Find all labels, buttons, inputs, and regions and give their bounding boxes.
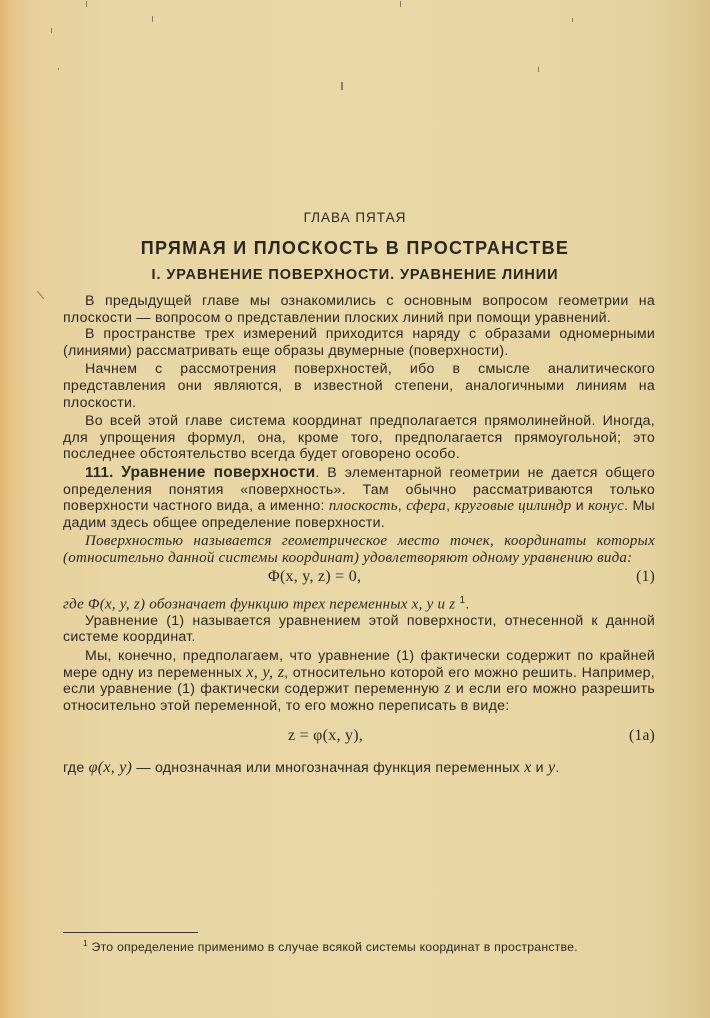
paragraph: В пространстве трех измерений приходится наряду с образами одномерными (линиями) рассматривать еще образы двумерные (поверхности).	[63, 326, 655, 359]
equation-number: (1a)	[629, 727, 655, 745]
paragraph-text: . Мы дадим здесь общее определение поверхности.	[63, 498, 656, 531]
chapter-title: ПРЯМАЯ И ПЛОСКОСТЬ В ПРОСТРАНСТВЕ	[140, 238, 570, 258]
variable: z	[444, 680, 451, 698]
equation-expression: Φ(x, y, z) = 0,	[268, 567, 362, 585]
paragraph: Начнем с рассмотрения поверхностей, ибо в смысле аналитического представления они являются, в известной степени, аналогичными линиям на плоскости.	[63, 361, 655, 411]
separator: ,	[397, 498, 407, 515]
separator: и	[571, 498, 589, 515]
paragraph: В предыдущей главе мы ознакомились с основным вопросом геометрии на плоскости — вопросом о представлении плоских линий при помощи уравнений.	[63, 293, 655, 326]
term: конус	[588, 498, 625, 515]
equation-number: (1)	[636, 567, 655, 585]
paragraph-heading: Уравнение поверхности	[121, 463, 316, 481]
conjunction: и	[531, 760, 548, 777]
scan-speck	[86, 1, 87, 7]
variables: x, y, z	[246, 663, 285, 681]
paragraph: Уравнение (1) называется уравнением этой поверхности, отнесенной к данной системе координат.	[63, 612, 655, 646]
scan-speck	[538, 67, 539, 72]
function-expression: φ(x, y)	[88, 759, 133, 777]
scan-speck	[400, 1, 401, 7]
scan-speck	[152, 16, 153, 22]
paragraph: Во всей этой главе система координат предполагается прямолинейной. Иногда, для упрощения формул, она, кроме того, предполагается прямоугольной; это последнее обстоятельство всегда будет оговорено особо.	[63, 413, 655, 463]
paragraph-text: — однозначная или многозначная функция переменных	[132, 760, 525, 777]
footnote-text: Это определение применимо в случае всякой системы координат в пространстве.	[87, 940, 578, 955]
footnote-mark: 1	[83, 938, 88, 948]
punctuation: .	[465, 596, 470, 613]
paragraph-text: . В элементарной геометрии не дается общего определения понятия «поверхность». Там обычно рассматриваются только поверхности частного вида, а именно:	[63, 464, 655, 515]
equation-expression: z = φ(x, y),	[288, 727, 364, 745]
scan-speck	[58, 68, 59, 70]
footnote-divider	[63, 932, 198, 933]
section-title: I. УРАВНЕНИЕ ПОВЕРХНОСТИ. УРАВНЕНИЕ ЛИНИИ	[151, 267, 559, 283]
definition-paragraph: Поверхностью называется геометрическое место точек, координаты которых (относительно данной системы координат) удовлетворяют одному уравнению вида:	[63, 533, 655, 566]
paragraph-text: , относительно которой его можно решить. Например, если уравнение (1) фактически содержит переменную	[63, 664, 655, 698]
paragraph-text: Мы, конечно, предполагаем, что уравнение (1) фактически содержит по крайней мере одну из переменных	[63, 648, 655, 681]
scan-speck	[51, 28, 52, 33]
paragraph-lead: где	[63, 760, 89, 777]
separator: ,	[446, 498, 455, 515]
term: плоскость	[328, 498, 398, 515]
scan-speck	[572, 18, 573, 22]
paragraph-text: и если его можно разрешить относительно этой переменной, то его можно переписать в виде:	[63, 681, 655, 714]
variable: x	[524, 759, 532, 777]
punctuation: .	[555, 760, 560, 777]
paragraph-lead: где Φ(x, y, z)	[63, 596, 150, 613]
paragraph-111	[63, 465, 655, 531]
footnote	[63, 936, 655, 955]
paragraph-number: 111.	[85, 463, 114, 481]
equation-1a	[63, 728, 655, 750]
body-text	[63, 293, 655, 777]
scan-speck	[341, 82, 343, 90]
scan-speck	[37, 291, 44, 299]
paragraph	[63, 593, 655, 613]
equation-1	[63, 569, 655, 589]
term: круговые цилиндр	[454, 498, 572, 515]
term: сфера	[406, 498, 447, 515]
paragraph	[63, 648, 655, 714]
footnote-reference[interactable]: 1	[459, 594, 466, 606]
variable: y	[547, 759, 556, 777]
paragraph-text: обозначает функцию трех переменных x, y и z	[149, 596, 456, 613]
chapter-label: ГЛАВА ПЯТАЯ	[303, 210, 407, 225]
paragraph	[63, 760, 655, 777]
